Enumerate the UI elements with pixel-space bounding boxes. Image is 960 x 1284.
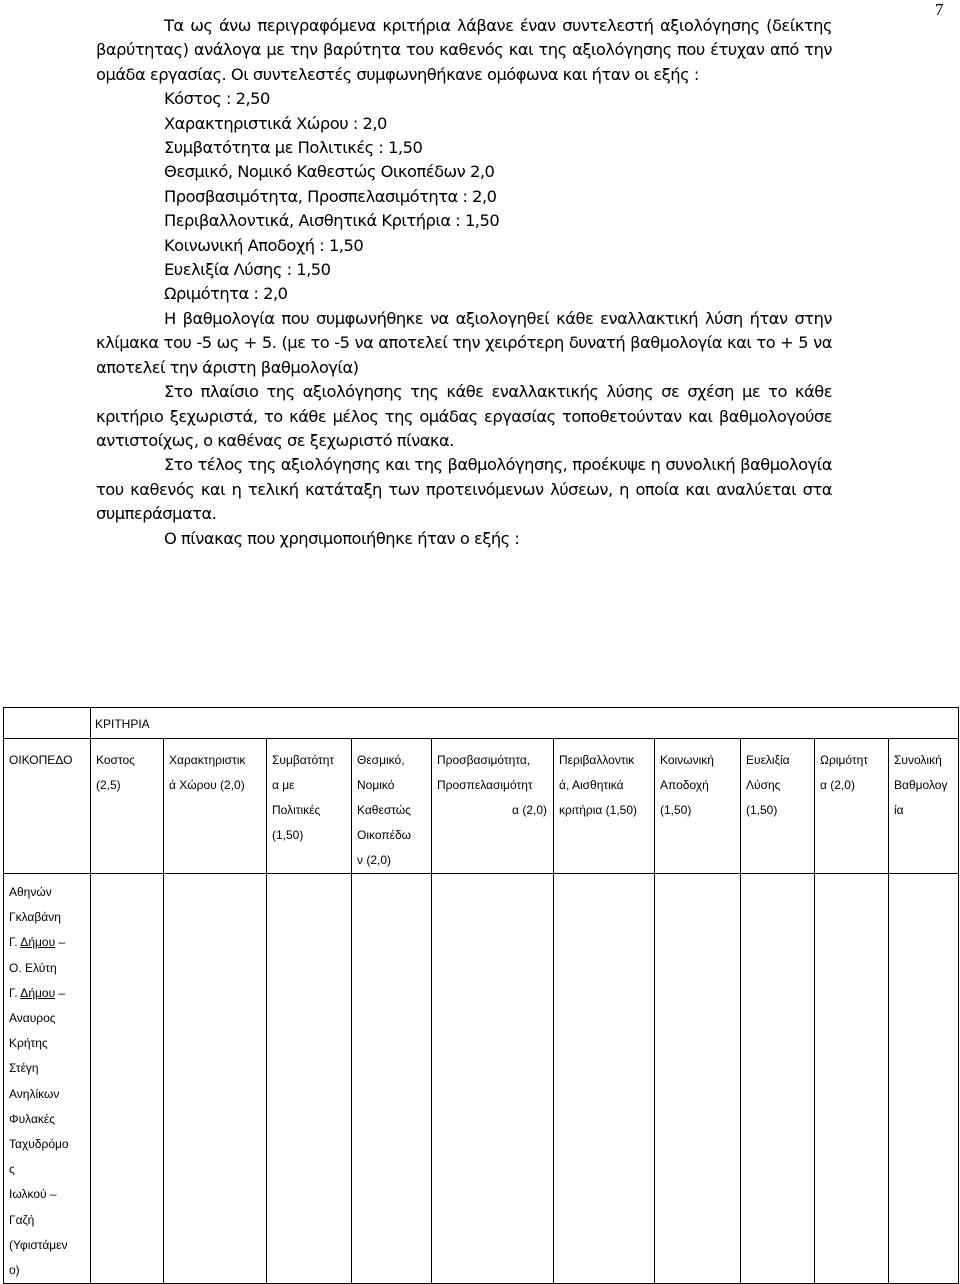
score-cell bbox=[889, 874, 959, 1284]
weight-item: Κόστος : 2,50 bbox=[164, 89, 270, 109]
paragraph-table-intro: Ο πίνακας που χρησιμοποιήθηκε ήταν ο εξής : bbox=[164, 528, 520, 548]
column-header-site-characteristics bbox=[164, 739, 267, 874]
column-header-social-acceptance bbox=[655, 739, 741, 874]
column-header-line: Συνολική bbox=[894, 753, 942, 767]
column-header-total-score bbox=[889, 739, 959, 874]
weight-item: Συμβατότητα με Πολιτικές : 1,50 bbox=[164, 138, 423, 158]
plot-names-cell bbox=[4, 874, 91, 1284]
plot-name-line: Γκλαβάνη bbox=[9, 910, 61, 925]
column-header-line: Προσπελασιμότητ bbox=[437, 778, 533, 792]
score-cell bbox=[91, 874, 164, 1284]
column-header-line: Προσβασιμότητα, bbox=[437, 753, 531, 767]
column-header-line: ν (2,0) bbox=[357, 853, 392, 867]
plot-name-line: Ανηλίκων bbox=[9, 1086, 60, 1101]
criteria-group-header bbox=[91, 708, 959, 739]
column-header-line: Αποδοχή bbox=[660, 778, 709, 792]
row-header-label: ΟΙΚΟΠΕΔΟ bbox=[9, 753, 73, 767]
weight-item: Προσβασιμότητα, Προσπελασιμότητα : 2,0 bbox=[164, 186, 497, 206]
column-header-line: Θεσμικό, bbox=[357, 753, 405, 767]
group-header-row bbox=[4, 708, 959, 739]
paragraph-end: Στο τέλος της αξιολόγησης και της βαθμολόγησης, προέκυψε η συνολική βαθμολογία του καθενός και η τελική κατάταξη των προτεινόμενων λύσεων, η οποία και αναλύεται στα συμπεράσματα. bbox=[96, 455, 832, 524]
plot-name-line: Ιωλκού – bbox=[9, 1187, 57, 1202]
column-header-cost bbox=[91, 739, 164, 874]
weight-item: Χαρακτηριστικά Χώρου : 2,0 bbox=[164, 113, 387, 133]
score-cell bbox=[267, 874, 352, 1284]
criteria-table bbox=[3, 707, 959, 1284]
paragraph-scale: Η βαθμολογία που συμφωνήθηκε να αξιολογηθεί κάθε εναλλακτική λύση ήταν στην κλίμακα του -5 ως + 5. (με το -5 να αποτελεί την χειρότερη δυνατή βαθμολογία και το + 5 να αποτελεί την άριστη βαθμολογία) bbox=[96, 308, 832, 377]
score-cell bbox=[164, 874, 267, 1284]
column-header-line: Ευελιξία bbox=[746, 753, 790, 767]
column-header-line: (1,50) bbox=[746, 803, 778, 817]
plot-name-line: (Υφιστάμεν bbox=[9, 1237, 68, 1252]
row-header-cell bbox=[4, 739, 91, 874]
score-cell bbox=[741, 874, 815, 1284]
column-header-environmental bbox=[554, 739, 655, 874]
column-header-line: Κοινωνική bbox=[660, 753, 714, 767]
column-header-legal-status bbox=[352, 739, 432, 874]
column-header-line: Πολιτικές bbox=[272, 803, 321, 817]
column-header-line: α με bbox=[272, 778, 295, 792]
weight-item: Θεσμικό, Νομικό Καθεστώς Οικοπέδων 2,0 bbox=[164, 162, 495, 182]
body-text bbox=[96, 14, 832, 551]
plot-name-line: Κρήτης bbox=[9, 1036, 48, 1051]
criteria-group-label: ΚΡΙΤΗΡΙΑ bbox=[95, 717, 150, 731]
column-header-line: Λύσης bbox=[746, 778, 781, 792]
table-row bbox=[4, 874, 959, 1284]
column-header-line: Ωριμότητ bbox=[820, 753, 869, 767]
column-header-line: Χαρακτηριστικ bbox=[169, 753, 246, 767]
plot-name-line: Αναυρος bbox=[9, 1011, 56, 1026]
empty-corner-cell bbox=[4, 708, 91, 739]
column-header-line: α (2,0) bbox=[512, 803, 547, 817]
column-header-maturity bbox=[815, 739, 889, 874]
paragraph-framework: Στο πλαίσιο της αξιολόγησης της κάθε εναλλακτικής λύσης σε σχέση με το κάθε κριτήριο ξεχωριστά, το κάθε μέλος της ομάδας εργασίας τοποθετούνταν και βαθμολογούσε αντιστοίχως, ο καθένας σε ξεχωριστό πίνακα. bbox=[96, 382, 832, 450]
column-header-flexibility bbox=[741, 739, 815, 874]
column-header-line: (1,50) bbox=[660, 803, 692, 817]
column-header-policy-compatibility bbox=[267, 739, 352, 874]
column-header-line: Συμβατότητ bbox=[272, 753, 335, 767]
weights-list bbox=[96, 87, 832, 307]
column-header-line: Περιβαλλοντικ bbox=[559, 753, 635, 767]
page-number: 7 bbox=[935, 0, 944, 19]
column-header-line: Καθεστώς bbox=[357, 803, 411, 817]
weight-item: Ευελιξία Λύσης : 1,50 bbox=[164, 260, 331, 280]
plot-name-line: Φυλακές bbox=[9, 1111, 56, 1126]
column-header-line: (2,5) bbox=[96, 778, 121, 792]
paragraph-intro: Τα ως άνω περιγραφόμενα κριτήρια λάβανε έναν συντελεστή αξιολόγησης (δείκτης βαρύτητας) ανάλογα με την βαρύτητα του καθενός και της αξιολόγησης που έτυχαν από την ομάδα εργασίας. Οι συντελεστές συμφωνηθήκανε ομόφωνα και ήταν οι εξής : bbox=[96, 16, 832, 84]
column-header-line: Οικοπέδω bbox=[357, 828, 412, 842]
plot-name-line: Γ. Δήμου – bbox=[9, 935, 66, 950]
plot-name-line: ο) bbox=[9, 1263, 20, 1278]
score-cell bbox=[655, 874, 741, 1284]
column-header-line: ά, Αισθητικά bbox=[559, 778, 624, 792]
score-cell bbox=[815, 874, 889, 1284]
column-header-line: ία bbox=[894, 803, 904, 817]
column-header-line: Νομικό bbox=[357, 778, 395, 792]
column-header-line: Βαθμολογ bbox=[894, 778, 948, 792]
weight-item: Ωριμότητα : 2,0 bbox=[164, 284, 288, 304]
score-cell bbox=[352, 874, 432, 1284]
weight-item: Περιβαλλοντικά, Αισθητικά Κριτήρια : 1,50 bbox=[164, 211, 500, 231]
plot-name-line: Γαζή bbox=[9, 1212, 35, 1227]
column-header-accessibility bbox=[432, 739, 554, 874]
plot-name-line: Γ. Δήμου – bbox=[9, 985, 66, 1000]
column-header-line: ά Χώρου (2,0) bbox=[169, 778, 245, 792]
column-header-line: κριτήρια (1,50) bbox=[559, 803, 638, 817]
column-header-line: α (2,0) bbox=[820, 778, 855, 792]
column-header-line: (1,50) bbox=[272, 828, 304, 842]
plot-name-line: ς bbox=[9, 1162, 15, 1177]
plot-name-line: Ο. Ελύτη bbox=[9, 960, 57, 975]
plot-name-line: Αθηνών bbox=[9, 885, 52, 899]
column-header-line: Κοστος bbox=[96, 753, 135, 767]
weight-item: Κοινωνική Αποδοχή : 1,50 bbox=[164, 235, 364, 255]
plot-name-line: Ταχυδρόμο bbox=[9, 1137, 69, 1152]
score-cell bbox=[554, 874, 655, 1284]
column-header-row bbox=[4, 739, 959, 874]
score-cell bbox=[432, 874, 554, 1284]
plot-name-line: Στέγη bbox=[9, 1061, 39, 1076]
